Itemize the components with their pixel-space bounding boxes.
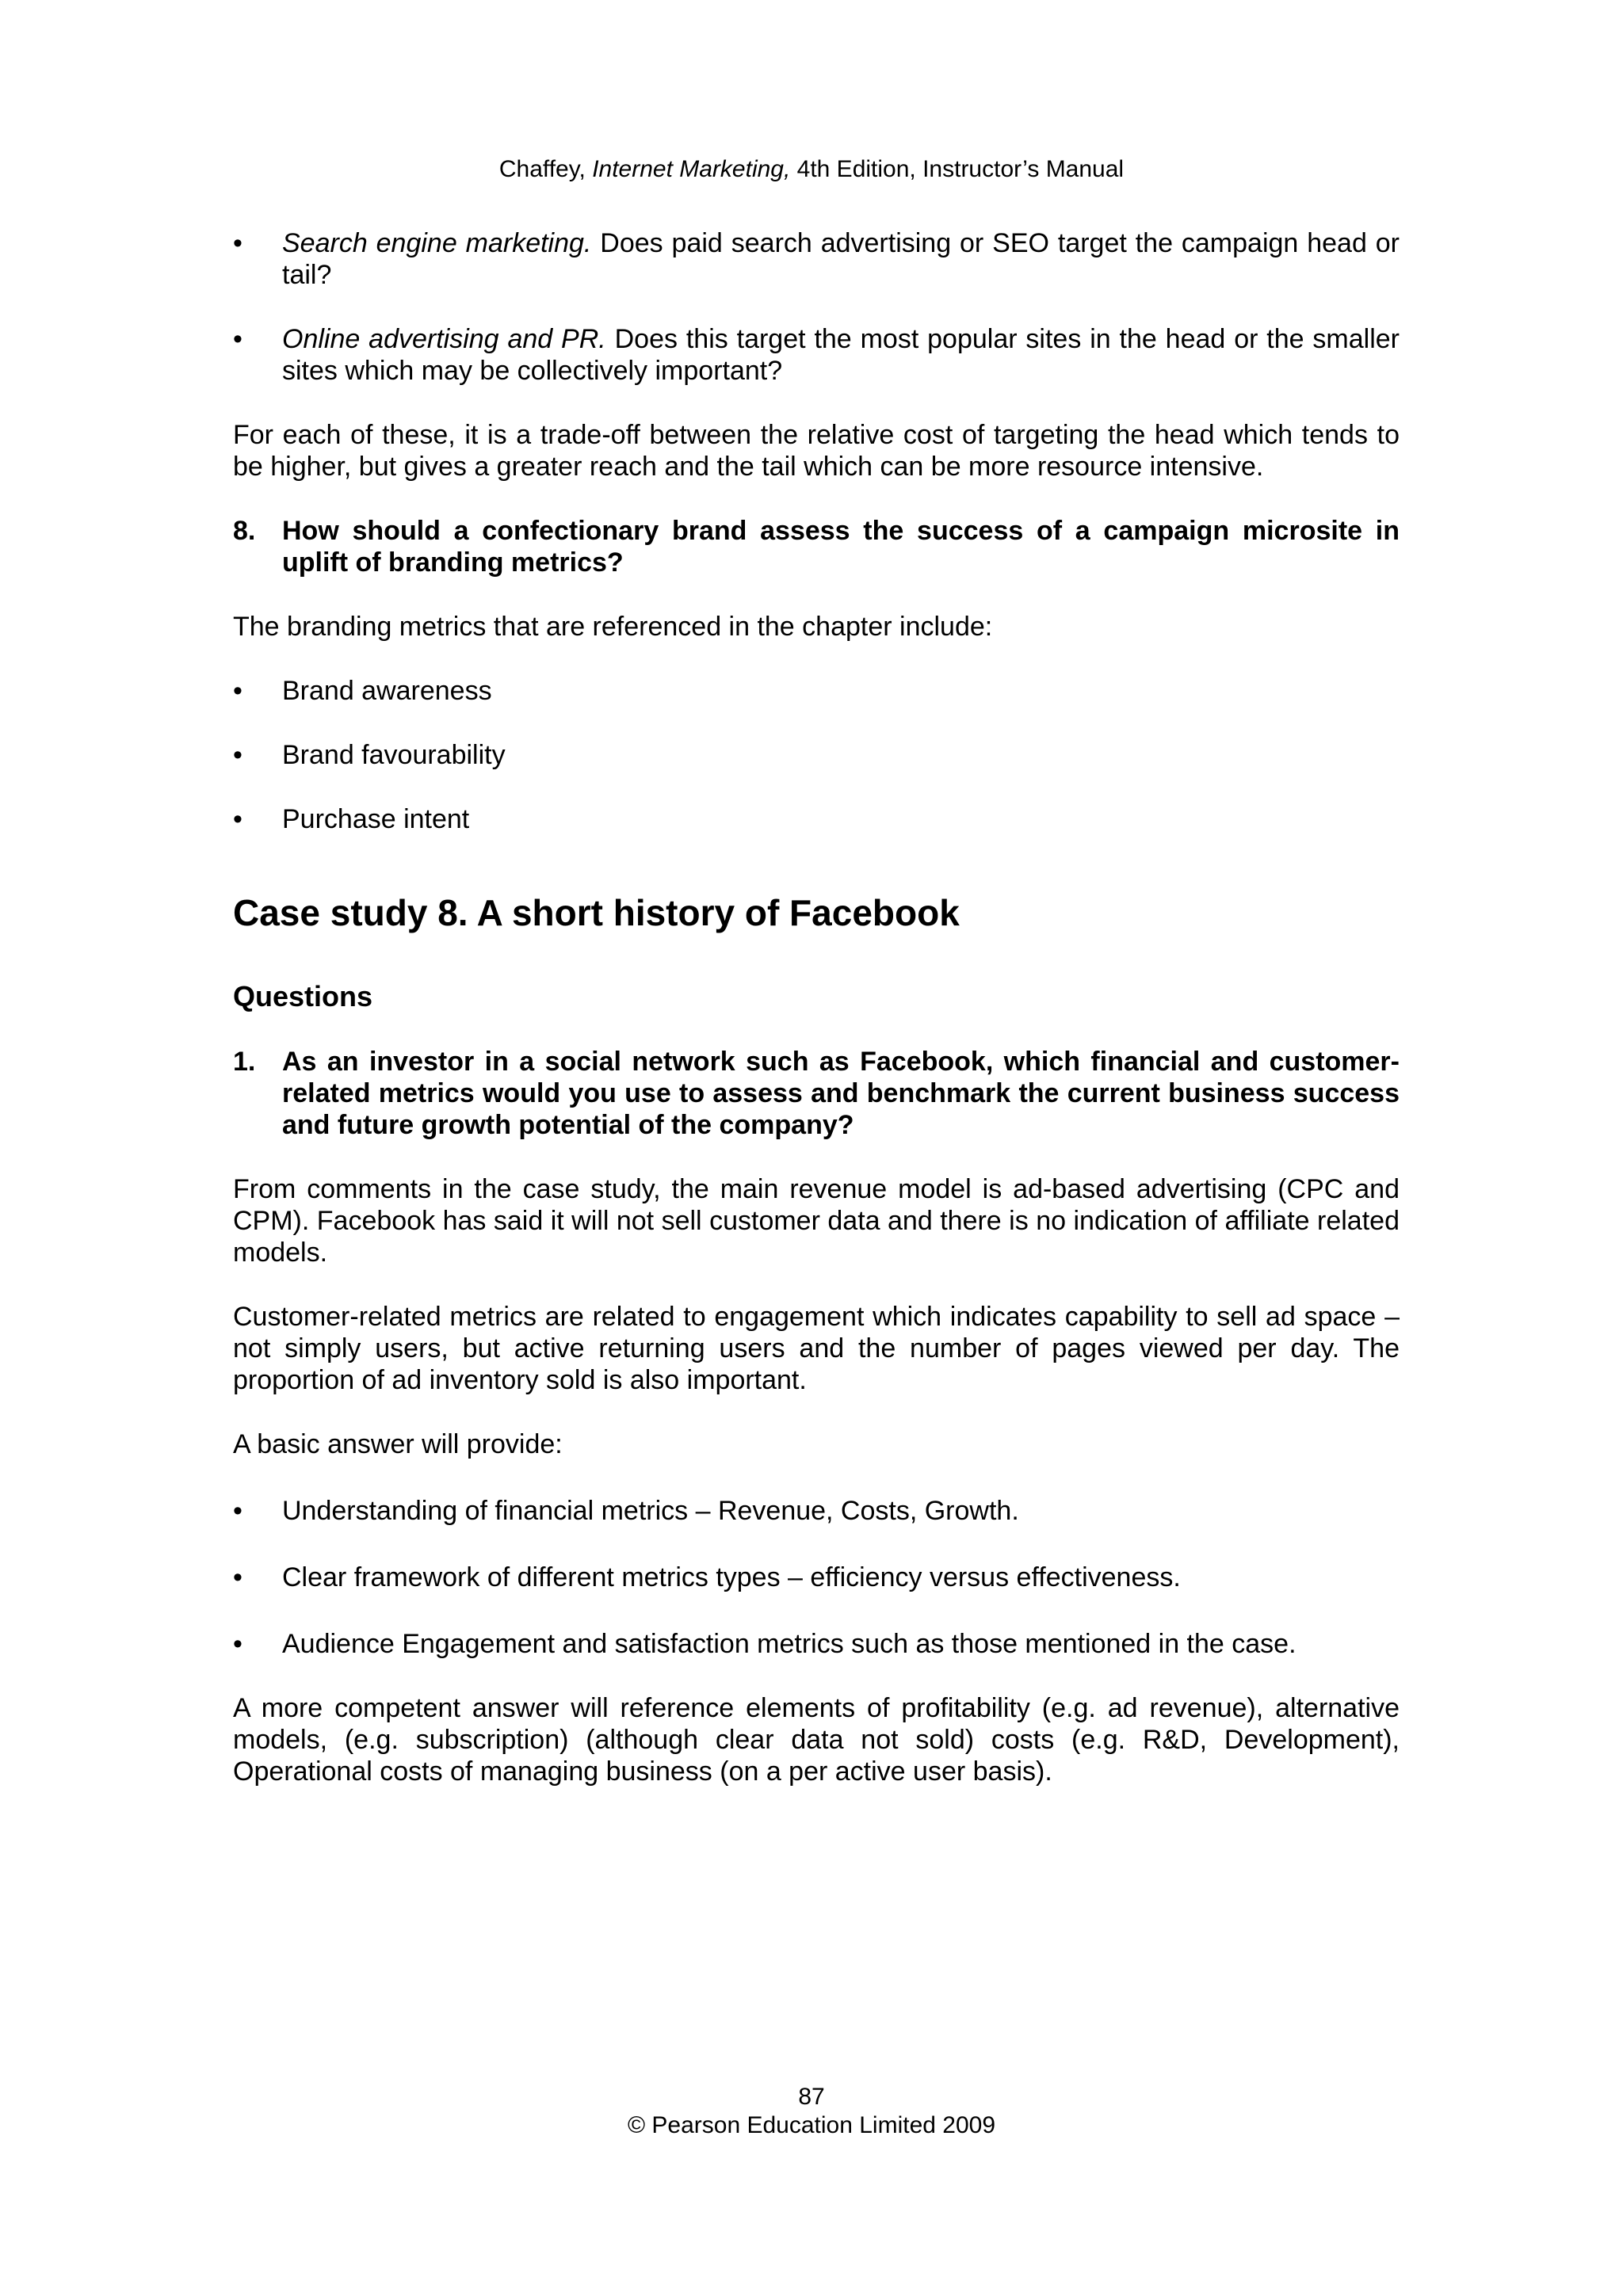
bullet-text: Brand awareness	[282, 676, 492, 706]
bullet-text: Audience Engagement and satisfaction metrics such as those mentioned in the case.	[282, 1629, 1296, 1659]
bullet-item	[233, 739, 1400, 771]
bullet-item	[233, 675, 1400, 707]
paragraph-customer-metrics: Customer-related metrics are related to engagement which indicates capability to sell ad space – not simply users, but active returning users and the number of pages viewed per day. The proportion of ad inventory sold is also important.	[233, 1302, 1400, 1395]
bullet-text: Understanding of financial metrics – Revenue, Costs, Growth.	[282, 1496, 1019, 1526]
bullet-marker: •	[233, 1629, 242, 1659]
bullet-lead: Search engine marketing.	[282, 228, 592, 258]
question-8	[233, 515, 1400, 578]
paragraph-revenue: From comments in the case study, the main revenue model is ad-based advertising (CPC and CPM). Facebook has said it will not sell customer data and there is no indication of affiliate related models.	[233, 1174, 1400, 1268]
bullet-text: Clear framework of different metrics types – efficiency versus effectiveness.	[282, 1562, 1181, 1592]
question-text: How should a confectionary brand assess the success of a campaign microsite in uplift of branding metrics?	[282, 516, 1400, 578]
bullet-item	[233, 323, 1400, 387]
question-1	[233, 1046, 1400, 1141]
paragraph-branding: The branding metrics that are referenced in the chapter include:	[233, 612, 993, 642]
bullet-item	[233, 1628, 1400, 1660]
document-body	[233, 227, 1400, 1787]
bullet-text: Brand favourability	[282, 740, 506, 770]
bullet-item	[233, 1562, 1400, 1593]
bullet-text: Purchase intent	[282, 804, 470, 834]
bullet-item	[233, 227, 1400, 291]
bullet-text	[282, 227, 1400, 291]
header-book-title: Internet Marketing,	[592, 156, 791, 182]
bullet-item	[233, 1495, 1400, 1527]
question-number: 8.	[233, 516, 256, 546]
paragraph-basic-answer: A basic answer will provide:	[233, 1429, 563, 1459]
bullet-marker: •	[233, 676, 242, 706]
question-number: 1.	[233, 1047, 256, 1077]
bullet-text	[282, 323, 1400, 387]
bullet-lead: Online advertising and PR.	[282, 324, 606, 354]
bullet-marker: •	[233, 740, 242, 770]
page-number: 87	[798, 2084, 825, 2110]
running-header	[0, 154, 1623, 185]
paragraph-competent-answer: A more competent answer will reference elements of profitability (e.g. ad revenue), alternative models, (e.g. subscription) (although clear data not sold) costs (e.g. R&D, Development), Operational costs of managing business (on a per active user basis).	[233, 1693, 1400, 1787]
header-author: Chaffey,	[498, 156, 593, 182]
case-study-heading: Case study 8. A short history of Facebook	[233, 892, 960, 933]
bullet-marker: •	[233, 228, 242, 258]
bullet-marker: •	[233, 804, 242, 834]
bullet-marker: •	[233, 324, 242, 354]
bullet-item	[233, 803, 1400, 835]
copyright-notice: © Pearson Education Limited 2009	[627, 2112, 996, 2138]
bullet-marker: •	[233, 1496, 242, 1526]
bullet-marker: •	[233, 1562, 242, 1592]
paragraph-tradeoff: For each of these, it is a trade-off between the relative cost of targeting the head which tends to be higher, but gives a greater reach and the tail which can be more resource intensive.	[233, 420, 1400, 482]
question-text: As an investor in a social network such as Facebook, which financial and customer-related metrics would you use to assess and benchmark the current business success and future growth potential of the company?	[282, 1047, 1400, 1140]
bullet-body: Does paid search advertising or SEO target the campaign head or tail?	[282, 228, 1400, 290]
header-edition: 4th Edition, Instructor’s Manual	[790, 156, 1125, 182]
bullet-body: Does this target the most popular sites in the head or the smaller sites which may be collectively important?	[282, 324, 1400, 386]
questions-heading: Questions	[233, 980, 373, 1013]
